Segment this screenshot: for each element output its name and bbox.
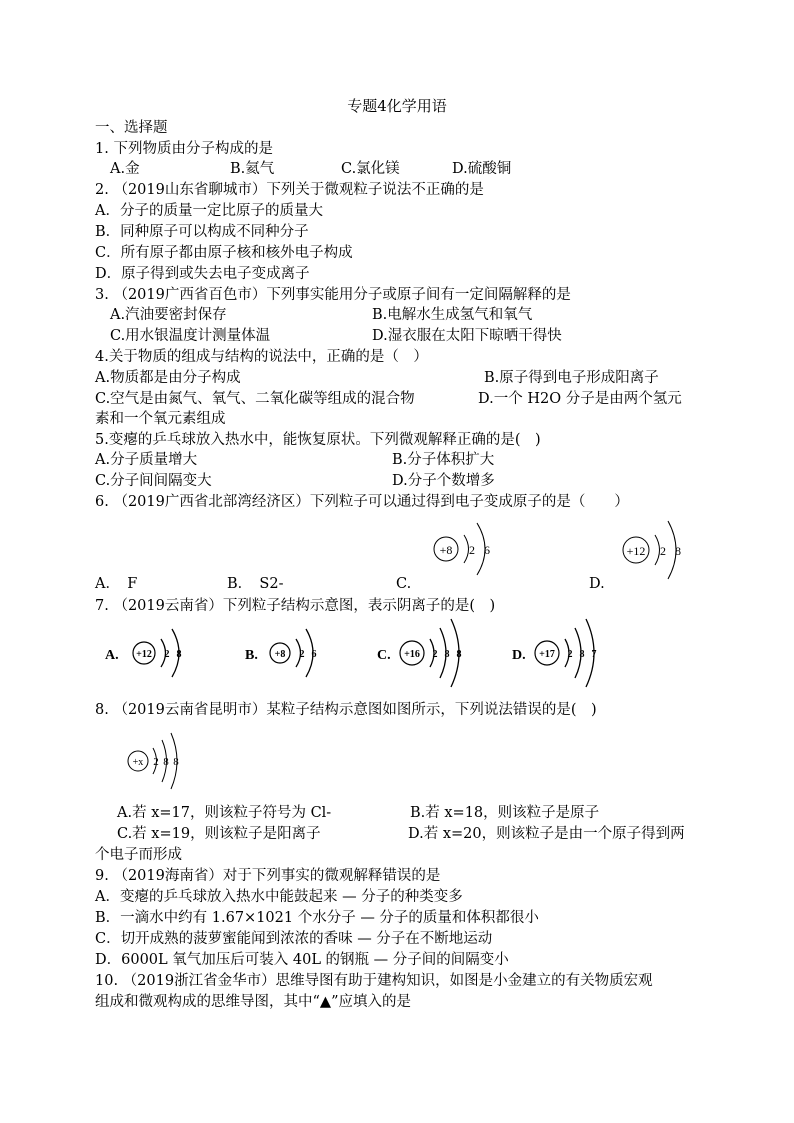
nucleus-charge: +17 bbox=[539, 649, 555, 660]
q1-option-d: D.硫酸铜 bbox=[452, 161, 512, 177]
q3-option-d: D.湿衣服在太阳下晾晒干得快 bbox=[372, 328, 562, 344]
q5-option-a: A.分子质量增大 bbox=[95, 452, 198, 468]
shell-electrons: 2 bbox=[567, 649, 573, 660]
q10-stem: 10. （2019浙江省金华市）思维导图有助于建构知识，如图是小金建立的有关物质宏观 bbox=[95, 973, 653, 989]
shell-electrons: 8 bbox=[444, 649, 450, 660]
nucleus-charge: +16 bbox=[404, 649, 420, 660]
nucleus-charge: +12 bbox=[626, 544, 646, 558]
option-label: C. bbox=[377, 648, 391, 663]
q2-stem: 2. （2019山东省聊城市）下列关于微观粒子说法不正确的是 bbox=[95, 182, 484, 198]
shell-electrons: 2 bbox=[299, 649, 305, 660]
section-heading: 一、选择题 bbox=[95, 120, 168, 136]
shell-electrons: 7 bbox=[591, 649, 597, 660]
nucleus-charge: +8 bbox=[274, 649, 286, 660]
q9-stem: 9. （2019海南省）对于下列事实的微观解释错误的是 bbox=[95, 868, 441, 884]
option-label: B. bbox=[245, 648, 258, 663]
shell-electrons: 6 bbox=[484, 543, 490, 557]
q5-option-c: C.分子间间隔变大 bbox=[95, 473, 212, 489]
shell-electrons: 8 bbox=[579, 649, 585, 660]
shell-electrons: 8 bbox=[176, 649, 182, 660]
q7-diagram-a bbox=[100, 620, 190, 686]
nucleus-charge: +8 bbox=[439, 543, 453, 557]
q8-option-c: C.若 x=19，则该粒子是阳离子 bbox=[117, 826, 321, 842]
page-title: 专题4化学用语 bbox=[347, 97, 447, 115]
q9-option-c: C．切开成熟的菠萝蜜能闻到浓浓的香味 — 分子在不断地运动 bbox=[95, 931, 493, 947]
q7-diagram-c bbox=[372, 615, 472, 691]
option-label: A. bbox=[105, 648, 119, 663]
q4-option-c: C.空气是由氮气、氧气、二氧化碳等组成的混合物 bbox=[95, 391, 415, 407]
q8-option-d-continued: 个电子而形成 bbox=[95, 847, 182, 863]
shell-electrons: 2 bbox=[432, 649, 438, 660]
q9-option-d: D．6000L 氧气加压后可装入 40L 的钢瓶 — 分子间的间隔变小 bbox=[95, 952, 509, 968]
q6-option-d: D. bbox=[589, 576, 605, 592]
q6-option-c: C. bbox=[396, 576, 412, 592]
q6-atom-diagram-c bbox=[425, 515, 505, 583]
q5-option-d: D.分子个数增多 bbox=[392, 473, 495, 489]
q4-option-b: B.原子得到电子形成阳离子 bbox=[484, 370, 659, 386]
q8-option-a: A.若 x=17，则该粒子符号为 Cl- bbox=[117, 805, 332, 821]
q8-stem: 8. （2019云南省昆明市）某粒子结构示意图如图所示，下列说法错误的是( ) bbox=[95, 702, 597, 718]
q8-atom-diagram bbox=[120, 730, 200, 790]
q2-option-b: B．同种原子可以构成不同种分子 bbox=[95, 224, 309, 240]
shell-electrons: 8 bbox=[456, 649, 462, 660]
q5-option-b: B.分子体积扩大 bbox=[392, 452, 495, 468]
shell-electrons: 6 bbox=[311, 649, 317, 660]
q1-option-b: B.氦气 bbox=[230, 161, 275, 177]
q8-option-b: B.若 x=18，则该粒子是原子 bbox=[410, 805, 600, 821]
nucleus-charge: +12 bbox=[136, 649, 152, 660]
q1-option-a: A.金 bbox=[110, 161, 140, 177]
shell-electrons: 8 bbox=[173, 756, 179, 768]
q2-option-d: D．原子得到或失去电子变成离子 bbox=[95, 266, 310, 282]
shell-electrons: 8 bbox=[163, 756, 169, 768]
q4-option-a: A.物质都是由分子构成 bbox=[95, 370, 241, 386]
shell-electrons: 2 bbox=[153, 756, 159, 768]
q3-stem: 3. （2019广西省百色市）下列事实能用分子或原子间有一定间隔解释的是 bbox=[95, 287, 571, 303]
q3-option-b: B.电解水生成氢气和氧气 bbox=[372, 307, 533, 323]
shell-electrons: 2 bbox=[469, 543, 475, 557]
q1-option-c: C.氯化镁 bbox=[341, 161, 400, 177]
q9-option-a: A．变瘪的乒乓球放入热水中能鼓起来 — 分子的种类变多 bbox=[95, 889, 463, 905]
q6-option-b: B． S2- bbox=[227, 576, 284, 592]
q2-option-c: C．所有原子都由原子核和核外电子构成 bbox=[95, 245, 353, 261]
q1-stem: 1. 下列物质由分子构成的是 bbox=[95, 141, 273, 157]
q4-stem: 4.关于物质的组成与结构的说法中，正确的是（ ） bbox=[95, 349, 428, 365]
option-label: D. bbox=[512, 648, 526, 663]
q7-stem: 7. （2019云南省）下列粒子结构示意图，表示阴离子的是( ) bbox=[95, 598, 496, 614]
q6-atom-diagram-d bbox=[614, 515, 694, 583]
nucleus-charge: +x bbox=[132, 757, 144, 768]
q3-option-a: A.汽油要密封保存 bbox=[110, 307, 227, 323]
shell-electrons: 8 bbox=[675, 544, 681, 558]
shell-electrons: 2 bbox=[660, 544, 666, 558]
shell-electrons: 2 bbox=[164, 649, 170, 660]
q9-option-b: B．一滴水中约有 1.67×1021 个水分子 — 分子的质量和体积都很小 bbox=[95, 910, 539, 926]
q7-diagram-d bbox=[507, 615, 607, 691]
electron-shell-arc bbox=[655, 535, 660, 565]
q2-option-a: A．分子的质量一定比原子的质量大 bbox=[95, 203, 323, 219]
q6-stem: 6. （2019广西省北部湾经济区）下列粒子可以通过得到电子变成原子的是（ ） bbox=[95, 494, 629, 510]
electron-shell-arc bbox=[464, 535, 469, 563]
q4-option-d-continued: 素和一个氧元素组成 bbox=[95, 411, 226, 427]
q6-option-a: A． F bbox=[95, 576, 138, 592]
q8-option-d: D.若 x=20，则该粒子是由一个原子得到两 bbox=[408, 826, 685, 842]
q7-diagram-b bbox=[240, 620, 330, 686]
q5-stem: 5.变瘪的乒乓球放入热水中，能恢复原状。下列微观解释正确的是( ) bbox=[95, 432, 541, 448]
q4-option-d: D.一个 H2O 分子是由两个氢元 bbox=[478, 391, 682, 407]
q3-option-c: C.用水银温度计测量体温 bbox=[110, 328, 271, 344]
q10-stem-continued: 组成和微观构成的思维导图，其中“▲”应填入的是 bbox=[95, 994, 411, 1010]
